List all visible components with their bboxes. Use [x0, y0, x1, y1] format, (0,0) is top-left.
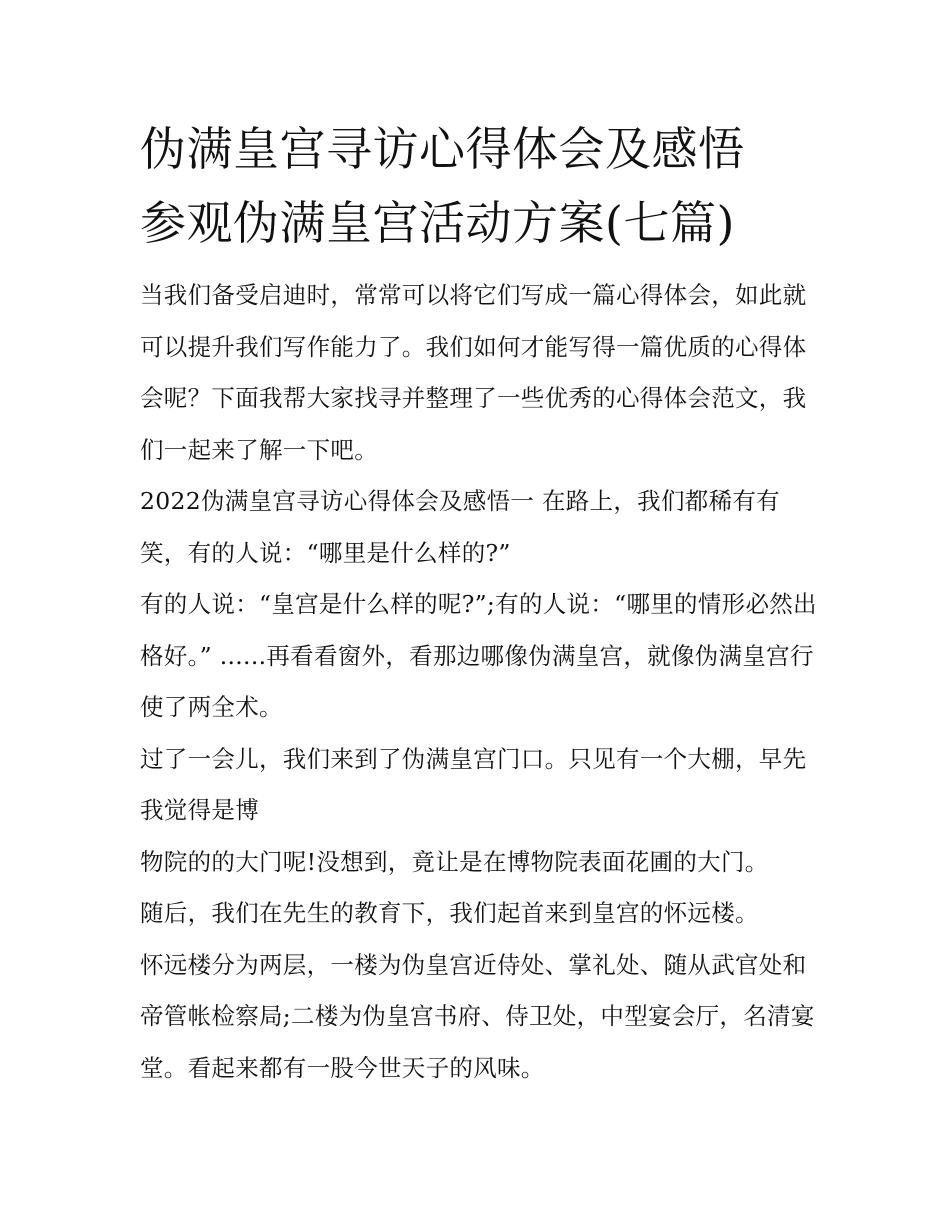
intro-paragraph: 当我们备受启迪时，常常可以将它们写成一篇心得体会，如此就可以提升我们写作能力了。我们如何才能写得一篇优质的心得体会呢？下面我帮大家找寻并整理了一些优秀的心得体会范文，我们一起来了解一下吧。	[140, 281, 807, 464]
title-line-2: 参观伪满皇宫活动方案(七篇)	[140, 196, 735, 250]
title-line-1: 伪满皇宫寻访心得体会及感悟	[140, 122, 745, 176]
paragraph-6: 随后，我们在先生的教育下，我们起首来到皇宫的怀远楼。	[140, 899, 759, 927]
paragraph-4: 过了一会儿，我们来到了伪满皇宫门口。只见有一个大棚，早先我觉得是博	[140, 744, 807, 824]
paragraph-5: 物院的的大门呢!没想到，竟让是在博物院表面花圃的大门。	[140, 847, 769, 876]
document-title	[140, 112, 820, 260]
paragraph-3: 有的人说：“皇宫是什么样的呢?”;有的人说：“哪里的情形必然出格好。” ......再看看窗外，看那边哪像伪满皇宫，就像伪满皇宫行使了两全术。	[140, 590, 817, 721]
paragraph-2: 2022伪满皇宫寻访心得体会及感悟一 在路上，我们都稀有有笑，有的人说：“哪里是什么样的?”	[140, 487, 780, 567]
paragraph-7: 怀远楼分为两层，一楼为伪皇宫近侍处、掌礼处、随从武官处和帝管帐检察局;二楼为伪皇宫书府、侍卫处，中型宴会厅，名清宴堂。看起来都有一股今世天子的风味。	[140, 950, 815, 1082]
document-body	[140, 112, 820, 1094]
